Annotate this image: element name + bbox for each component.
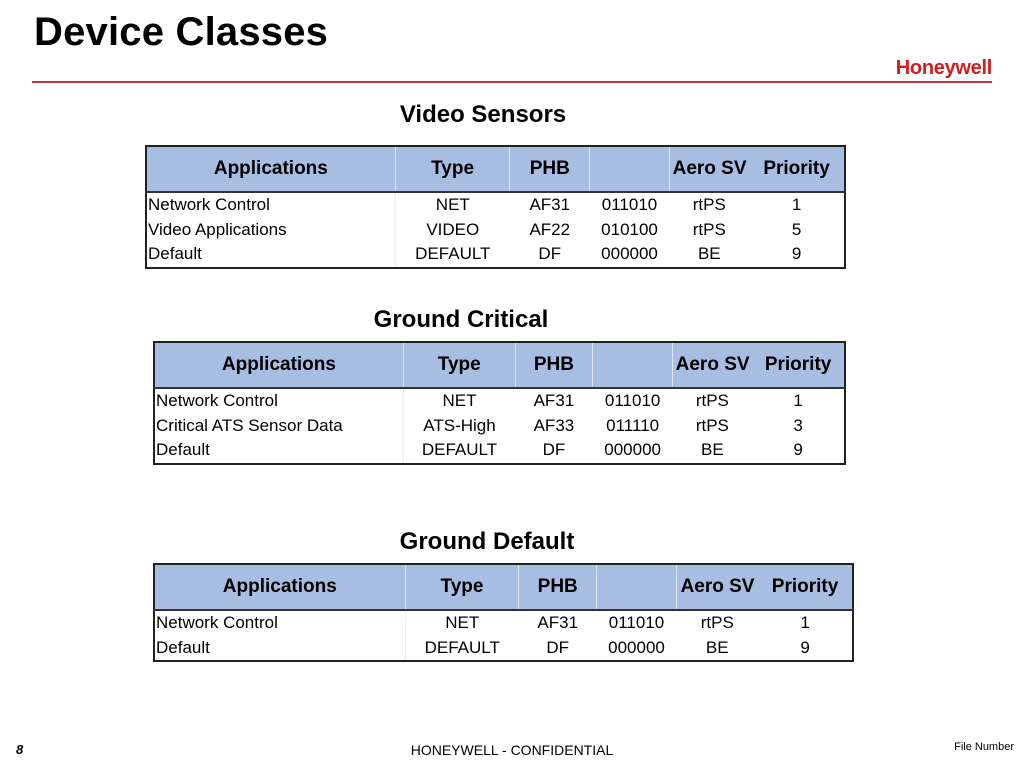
cell-type: ATS-High [423, 415, 496, 435]
table-row [154, 388, 845, 414]
header-blank [593, 342, 673, 388]
cell-phb: AF31 [533, 391, 575, 411]
cell-phb: DF [542, 440, 566, 460]
header-aero-sv: Aero SV [676, 564, 758, 610]
header-priority: Priority [749, 146, 845, 192]
cell-phb: AF33 [533, 415, 575, 435]
section-title-ground-default: Ground Default [399, 528, 575, 555]
table-row [154, 438, 845, 464]
header-type: Type [405, 564, 519, 610]
cell-phb: AF22 [529, 219, 571, 239]
cell-aero-sv: BE [705, 637, 729, 657]
cell-bits: 000000 [604, 440, 661, 460]
cell-aero-sv: BE [697, 244, 721, 264]
header-applications: Applications [154, 564, 405, 610]
table-row [146, 192, 845, 218]
video-sensors-table [145, 145, 846, 269]
cell-phb: DF [546, 637, 570, 657]
file-number: File Number [954, 741, 1014, 753]
cell-bits: 000000 [608, 637, 665, 657]
header-phb: PHB [510, 146, 590, 192]
cell-bits: 000000 [601, 244, 658, 264]
page-title: Device Classes [34, 10, 329, 54]
cell-type: DEFAULT [424, 637, 500, 657]
header-blank [597, 564, 677, 610]
title-divider [32, 81, 992, 83]
cell-type: NET [445, 613, 480, 633]
cell-aero-sv: rtPS [700, 613, 734, 633]
header-applications: Applications [146, 146, 395, 192]
cell-bits: 011010 [604, 391, 661, 411]
cell-application: Default [146, 242, 395, 268]
table-row [154, 414, 845, 439]
cell-aero-sv: rtPS [692, 219, 726, 239]
cell-priority: 5 [791, 219, 802, 239]
header-type: Type [403, 342, 515, 388]
cell-priority: 9 [793, 440, 803, 460]
cell-priority: 3 [793, 415, 803, 435]
cell-priority: 1 [800, 613, 810, 633]
table-header-row [154, 342, 845, 388]
table-row [146, 242, 845, 268]
cell-type: DEFAULT [415, 244, 491, 264]
cell-bits: 011010 [608, 613, 665, 633]
cell-priority: 9 [791, 244, 802, 264]
cell-type: DEFAULT [421, 440, 498, 460]
cell-aero-sv: rtPS [692, 195, 726, 215]
cell-application: Default [154, 636, 405, 662]
cell-phb: AF31 [537, 613, 579, 633]
cell-bits: 011110 [606, 415, 660, 435]
header-blank [590, 146, 670, 192]
header-aero-sv: Aero SV [669, 146, 749, 192]
cell-aero-sv: rtPS [695, 391, 729, 411]
cell-aero-sv: rtPS [695, 415, 729, 435]
cell-application: Network Control [154, 610, 405, 636]
header-priority: Priority [752, 342, 845, 388]
cell-aero-sv: BE [701, 440, 724, 460]
header-applications: Applications [154, 342, 403, 388]
table-header-row [154, 564, 853, 610]
table-row [154, 610, 853, 636]
cell-application: Default [154, 438, 403, 464]
honeywell-logo: Honeywell [895, 57, 992, 79]
table-row [154, 636, 853, 662]
cell-bits: 011010 [601, 195, 658, 215]
header-aero-sv: Aero SV [673, 342, 753, 388]
page-number: 8 [16, 742, 24, 757]
cell-application: Network Control [146, 192, 395, 218]
table-row [146, 218, 845, 243]
cell-bits: 010100 [601, 219, 658, 239]
cell-phb: AF31 [529, 195, 571, 215]
ground-critical-table [153, 341, 846, 465]
cell-priority: 9 [800, 637, 810, 657]
cell-type: VIDEO [426, 219, 480, 239]
cell-application: Video Applications [146, 218, 395, 243]
ground-default-table [153, 563, 854, 662]
cell-application: Network Control [154, 388, 403, 414]
header-type: Type [395, 146, 510, 192]
section-title-video-sensors: Video Sensors [399, 101, 567, 128]
cell-type: NET [435, 195, 470, 215]
section-title-ground-critical: Ground Critical [373, 306, 549, 333]
header-phb: PHB [519, 564, 597, 610]
header-priority: Priority [758, 564, 853, 610]
table-header-row [146, 146, 845, 192]
cell-priority: 1 [791, 195, 802, 215]
cell-type: NET [442, 391, 477, 411]
cell-priority: 1 [793, 391, 803, 411]
header-phb: PHB [515, 342, 593, 388]
cell-application: Critical ATS Sensor Data [154, 414, 403, 439]
cell-phb: DF [538, 244, 562, 264]
confidential-notice: HONEYWELL - CONFIDENTIAL [410, 742, 614, 758]
